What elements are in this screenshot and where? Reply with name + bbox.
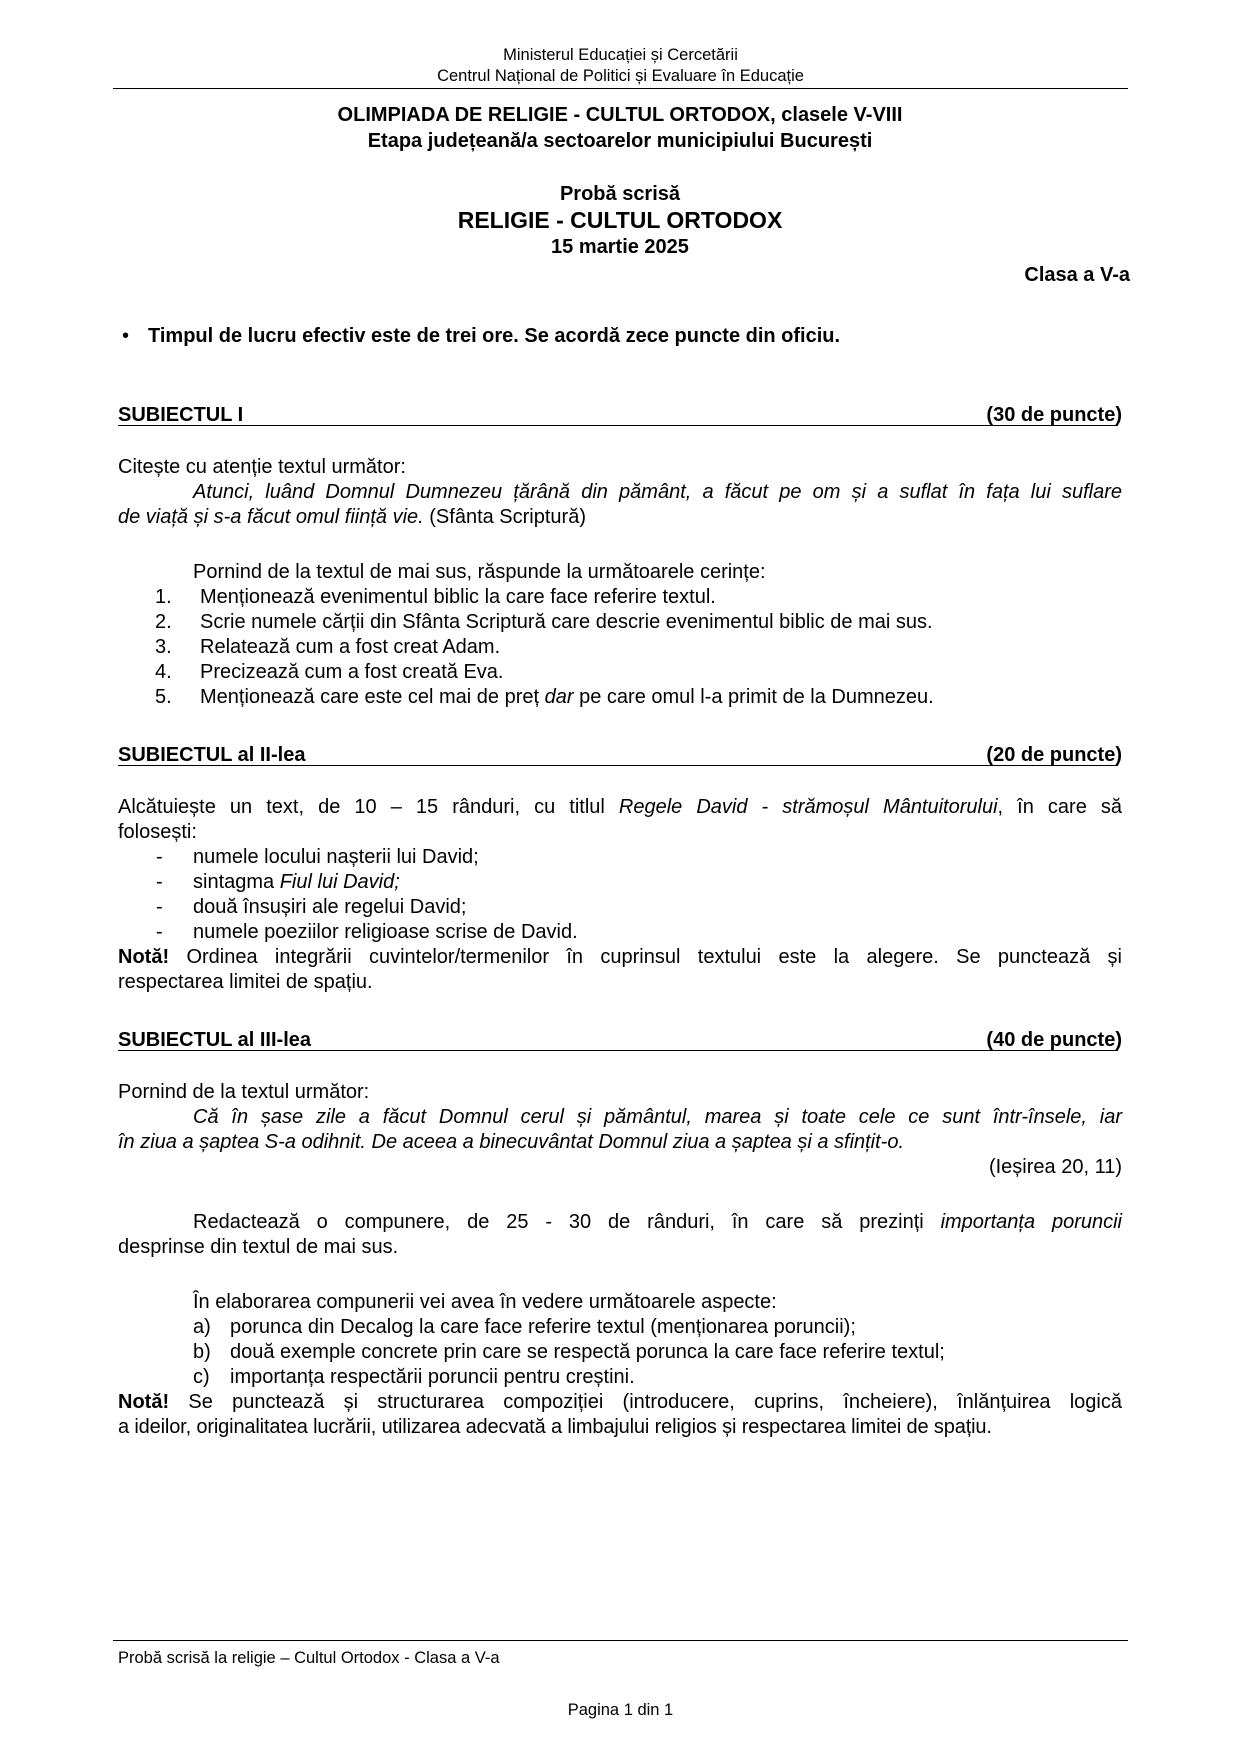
s1-item-4-num: 4. (155, 661, 172, 683)
grade-label: Clasa a V-a (1024, 264, 1130, 286)
olympiad-title: OLIMPIADA DE RELIGIE - CULTUL ORTODOX, clasele V-VIII (337, 104, 903, 126)
s2-item-2-a: sintagma (193, 871, 280, 893)
subject-title: RELIGIE - CULTUL ORTODOX (457, 207, 783, 233)
s3-quote-source: (Ieșirea 20, 11) (988, 1156, 1122, 1178)
s3-aspects-intro: În elaborarea compunerii vei avea în vedere următoarele aspecte: (193, 1291, 777, 1313)
s3-intro: Pornind de la textul următor: (118, 1081, 370, 1103)
s2-intro-line2: folosești: (118, 821, 197, 843)
s3-note-label: Notă! (118, 1391, 170, 1413)
s2-item-2-italic: Fiul lui David; (279, 871, 400, 893)
section-3-points: (40 de puncte) (986, 1029, 1122, 1051)
s1-item-1: Menționează evenimentul biblic la care face referire textul. (200, 586, 716, 608)
s3-quote-line2 (118, 1130, 904, 1155)
s2-note-label: Notă! (118, 946, 170, 968)
s3-item-b: două exemple concrete prin care se respectă porunca la care face referire textul; (230, 1341, 945, 1363)
s3-item-c-letter: c) (193, 1366, 210, 1388)
s1-item-5-num: 5. (155, 686, 172, 708)
bullet-icon: • (122, 325, 130, 347)
s1-quote-source: (Sfânta Scriptură) (423, 506, 586, 528)
s3-item-b-letter: b) (193, 1341, 211, 1363)
section-1-title: SUBIECTUL I (118, 404, 244, 426)
center-name: Centrul Național de Politici și Evaluare în Educație (437, 67, 804, 85)
section-3-underline (118, 1050, 1118, 1051)
s2-dash-4: - (156, 921, 163, 943)
s1-item-3-num: 3. (155, 636, 172, 658)
s3-note-line1 (118, 1390, 1122, 1415)
stage-title: Etapa județeană/a sectoarelor municipiului București (367, 130, 873, 152)
s1-item-5-b: pe care omul l-a primit de la Dumnezeu. (573, 686, 934, 708)
section-2-underline (118, 765, 1118, 766)
s1-quote-text-2: de viață și s-a făcut omul ființă vie. (118, 506, 424, 528)
section-2-title: SUBIECTUL al II-lea (118, 744, 306, 766)
s2-intro-b: , în care să (997, 796, 1123, 818)
s1-quote-line2 (118, 505, 586, 530)
s3-quote-text-2: în ziua a șaptea S-a odihnit. De aceea a binecuvântat Domnul ziua a șaptea și a sfințit-o. (118, 1131, 905, 1153)
section-3-title: SUBIECTUL al III-lea (118, 1029, 312, 1051)
s2-item-4: numele poeziilor religioase scrise de David. (193, 921, 578, 943)
s3-item-a-letter: a) (193, 1316, 211, 1338)
exam-type: Probă scrisă (559, 183, 681, 205)
s2-note-line1 (118, 945, 1122, 970)
s3-task-a: Redactează o compunere, de 25 - 30 de rânduri, în care să prezinți (193, 1211, 941, 1233)
s1-quote-line1 (193, 480, 1122, 505)
section-1-points: (30 de puncte) (986, 404, 1122, 426)
s1-task-intro: Pornind de la textul de mai sus, răspunde la următoarele cerințe: (193, 561, 766, 583)
s1-item-5-italic: dar (544, 686, 574, 708)
s2-item-1: numele locului nașterii lui David; (193, 846, 479, 868)
header-rule (113, 88, 1128, 89)
s2-intro-a: Alcătuiește un text, de 10 – 15 rânduri, cu titlul (118, 796, 619, 818)
s3-task-italic: importanța poruncii (940, 1211, 1122, 1233)
s3-item-c: importanța respectării poruncii pentru creștini. (230, 1366, 635, 1388)
footer-rule (113, 1640, 1128, 1641)
s3-task-line1 (193, 1210, 1122, 1235)
s2-item-2 (193, 870, 400, 895)
s3-note-line2: a ideilor, originalitatea lucrării, utilizarea adecvată a limbajului religios și respectarea limitei de spațiu. (118, 1416, 992, 1438)
s3-note-text-1: Se punctează și structurarea compoziției (introducere, cuprins, încheiere), înlănțuirea logică (169, 1391, 1122, 1413)
s3-item-a: porunca din Decalog la care face referire textul (menționarea poruncii); (230, 1316, 856, 1338)
s3-task-line2: desprinse din textul de mai sus. (118, 1236, 399, 1258)
page-number: Pagina 1 din 1 (567, 1701, 674, 1719)
s1-item-5-a: Menționează care este cel mai de preț (200, 686, 545, 708)
ministry-name: Ministerul Educației și Cercetării (503, 46, 738, 64)
s1-item-1-num: 1. (155, 586, 172, 608)
s1-item-2-num: 2. (155, 611, 172, 633)
s2-note-line2: respectarea limitei de spațiu. (118, 971, 373, 993)
s2-dash-2: - (156, 871, 163, 893)
s1-item-3: Relatează cum a fost creat Adam. (200, 636, 501, 658)
s2-dash-3: - (156, 896, 163, 918)
section-2-points: (20 de puncte) (986, 744, 1122, 766)
footer-text: Probă scrisă la religie – Cultul Ortodox - Clasa a V-a (118, 1649, 500, 1667)
exam-date: 15 martie 2025 (551, 236, 689, 258)
s2-note-text-1: Ordinea integrării cuvintelor/termenilor în cuprinsul textului este la alegere. Se punctează și (169, 946, 1122, 968)
s3-quote-text-1: Că în șase zile a făcut Domnul cerul și pământul, marea și toate cele ce sunt într-însele, iar (193, 1106, 1122, 1128)
s2-intro-line1 (118, 795, 1122, 820)
s1-item-2: Scrie numele cărții din Sfânta Scriptură care descrie evenimentul biblic de mai sus. (200, 611, 933, 633)
s1-item-4: Precizează cum a fost creată Eva. (200, 661, 504, 683)
s1-item-5 (200, 685, 934, 710)
s3-quote-line1 (193, 1105, 1122, 1130)
time-instruction-text: Timpul de lucru efectiv este de trei ore. Se acordă zece puncte din oficiu. (148, 325, 841, 347)
s1-intro: Citește cu atenție textul următor: (118, 456, 406, 478)
section-1-underline (118, 425, 1118, 426)
s2-dash-1: - (156, 846, 163, 868)
s2-intro-italic: Regele David - strămoșul Mântuitorului (618, 796, 998, 818)
s1-quote-text-1: Atunci, luând Domnul Dumnezeu țărână din pământ, a făcut pe om și a suflat în fața lui suflare (193, 481, 1122, 503)
s2-item-3: două însușiri ale regelui David; (193, 896, 467, 918)
